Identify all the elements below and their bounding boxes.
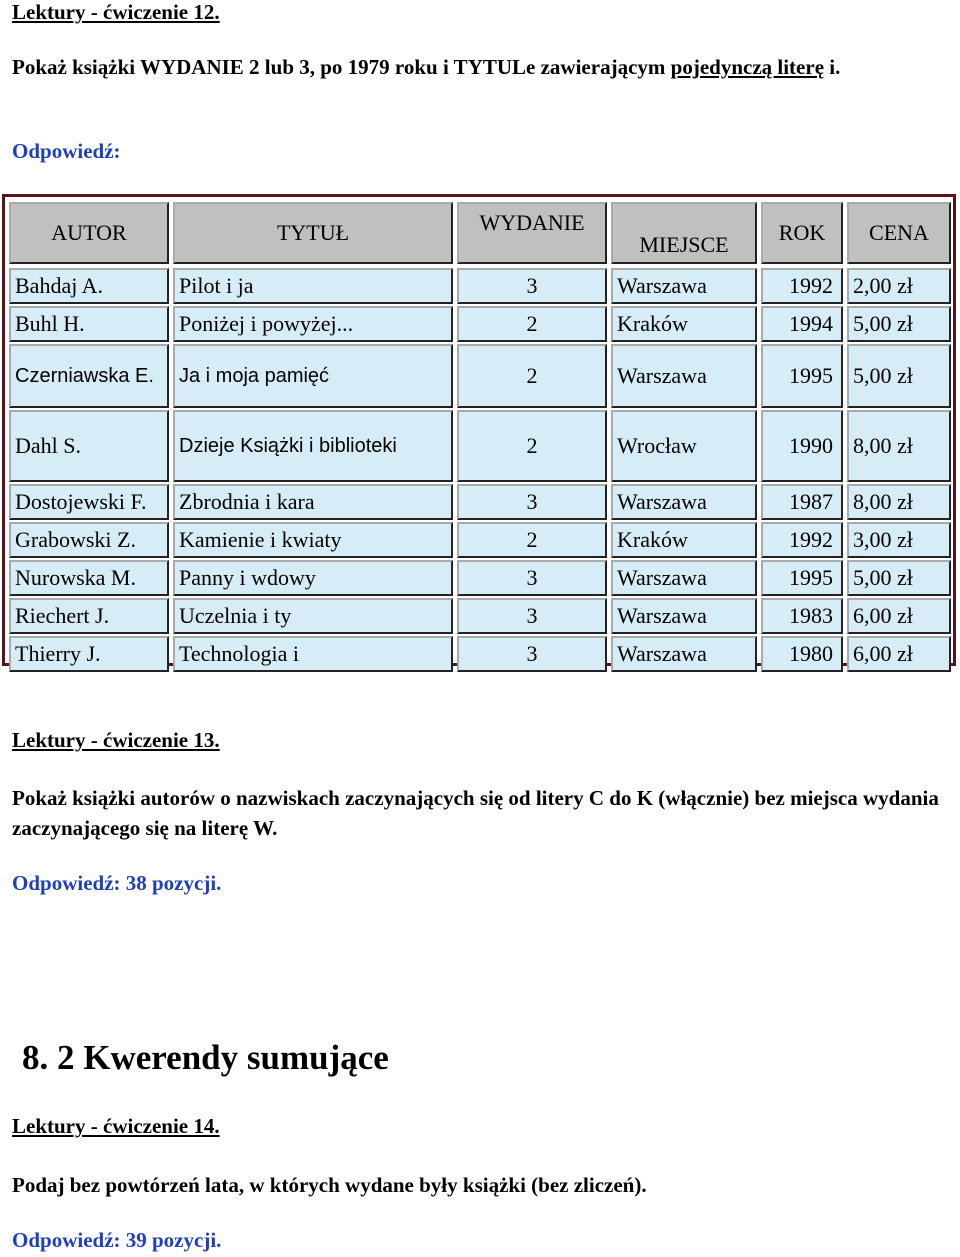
table-cell-cena: 6,00 zł	[847, 598, 951, 634]
header-miejsce: MIEJSCE	[611, 202, 757, 264]
table-cell-autor: Czerniawska E.	[9, 344, 169, 408]
table-cell-miejsce: Warszawa	[611, 344, 757, 408]
table-cell-rok: 1995	[761, 344, 843, 408]
table-cell-wydanie: 3	[457, 268, 607, 304]
task-text-underlined: pojedynczą literę	[670, 55, 825, 79]
table-cell-autor: Nurowska M.	[9, 560, 169, 596]
result-table	[2, 194, 956, 666]
table-cell-cena: 5,00 zł	[847, 306, 951, 342]
exercise-14	[12, 1114, 220, 1139]
table-cell-autor: Dahl S.	[9, 410, 169, 482]
table-cell-autor: Thierry J.	[9, 636, 169, 672]
table-cell-cena: 8,00 zł	[847, 484, 951, 520]
table-cell-tytul: Uczelnia i ty	[173, 598, 453, 634]
table-cell-cena: 6,00 zł	[847, 636, 951, 672]
table-cell-miejsce: Warszawa	[611, 598, 757, 634]
exercise-12-answer: Odpowiedź:	[12, 139, 121, 163]
header-cena: CENA	[847, 202, 951, 264]
exercise-13-answer: Odpowiedź: 38 pozycji.	[12, 871, 222, 895]
table-cell-tytul: Technologia i	[173, 636, 453, 672]
table-cell-tytul: Zbrodnia i kara	[173, 484, 453, 520]
exercise-12-answer-block	[12, 139, 121, 164]
exercise-12-title: Lektury - ćwiczenie 12.	[12, 0, 220, 24]
header-wydanie: WYDANIE	[457, 202, 607, 264]
exercise-14-task: Podaj bez powtórzeń lata, w których wydane były książki (bez zliczeń).	[12, 1173, 647, 1197]
header-tytul: TYTUŁ	[173, 202, 453, 264]
exercise-13	[12, 728, 220, 753]
exercise-13-task-block	[12, 783, 942, 843]
table-cell-cena: 5,00 zł	[847, 560, 951, 596]
exercise-14-answer: Odpowiedź: 39 pozycji.	[12, 1228, 222, 1252]
exercise-14-answer-block	[12, 1228, 221, 1253]
exercise-14-task-block	[12, 1170, 647, 1200]
header-rok: ROK	[761, 202, 843, 264]
table-cell-rok: 1983	[761, 598, 843, 634]
table-cell-tytul: Panny i wdowy	[173, 560, 453, 596]
table-cell-rok: 1994	[761, 306, 843, 342]
table-cell-autor: Grabowski Z.	[9, 522, 169, 558]
table-cell-rok: 1980	[761, 636, 843, 672]
exercise-14-title: Lektury - ćwiczenie 14.	[12, 1114, 220, 1138]
table-cell-autor: Bahdaj A.	[9, 268, 169, 304]
exercise-12	[12, 0, 220, 25]
table-cell-rok: 1990	[761, 410, 843, 482]
table-cell-miejsce: Warszawa	[611, 560, 757, 596]
table-cell-wydanie: 2	[457, 522, 607, 558]
table-cell-tytul: Kamienie i kwiaty	[173, 522, 453, 558]
exercise-13-task: Pokaż książki autorów o nazwiskach zaczynających się od litery C do K (włącznie) bez miejsca wydania zaczynającego się na literę W.	[12, 786, 939, 840]
table-cell-miejsce: Wrocław	[611, 410, 757, 482]
task-text-2: i.	[824, 55, 841, 79]
table-cell-cena: 2,00 zł	[847, 268, 951, 304]
table-cell-rok: 1992	[761, 268, 843, 304]
table-cell-rok: 1992	[761, 522, 843, 558]
table-cell-miejsce: Warszawa	[611, 636, 757, 672]
table-cell-wydanie: 3	[457, 560, 607, 596]
exercise-12-task	[12, 52, 942, 82]
table-cell-tytul: Poniżej i powyżej...	[173, 306, 453, 342]
table-cell-autor: Dostojewski F.	[9, 484, 169, 520]
section-heading: 8. 2 Kwerendy sumujące	[22, 1038, 389, 1077]
table-cell-miejsce: Kraków	[611, 306, 757, 342]
table-cell-miejsce: Warszawa	[611, 484, 757, 520]
exercise-13-title: Lektury - ćwiczenie 13.	[12, 728, 220, 752]
table-cell-wydanie: 3	[457, 484, 607, 520]
table-cell-autor: Riechert J.	[9, 598, 169, 634]
table-cell-wydanie: 2	[457, 306, 607, 342]
task-text-1: Pokaż książki WYDANIE 2 lub 3, po 1979 roku i TYTULe zawierającym	[12, 55, 671, 79]
table-cell-miejsce: Warszawa	[611, 268, 757, 304]
header-autor: AUTOR	[9, 202, 169, 264]
table-cell-wydanie: 3	[457, 598, 607, 634]
table-cell-wydanie: 2	[457, 344, 607, 408]
table-cell-wydanie: 2	[457, 410, 607, 482]
table-cell-cena: 5,00 zł	[847, 344, 951, 408]
table-cell-cena: 3,00 zł	[847, 522, 951, 558]
table-cell-autor: Buhl H.	[9, 306, 169, 342]
table-cell-tytul: Dzieje Książki i biblioteki	[173, 410, 453, 482]
table-cell-cena: 8,00 zł	[847, 410, 951, 482]
table-cell-wydanie: 3	[457, 636, 607, 672]
table-cell-rok: 1987	[761, 484, 843, 520]
table-cell-rok: 1995	[761, 560, 843, 596]
table-cell-tytul: Pilot i ja	[173, 268, 453, 304]
table-cell-tytul: Ja i moja pamięć	[173, 344, 453, 408]
table-cell-miejsce: Kraków	[611, 522, 757, 558]
exercise-13-answer-block	[12, 871, 221, 896]
